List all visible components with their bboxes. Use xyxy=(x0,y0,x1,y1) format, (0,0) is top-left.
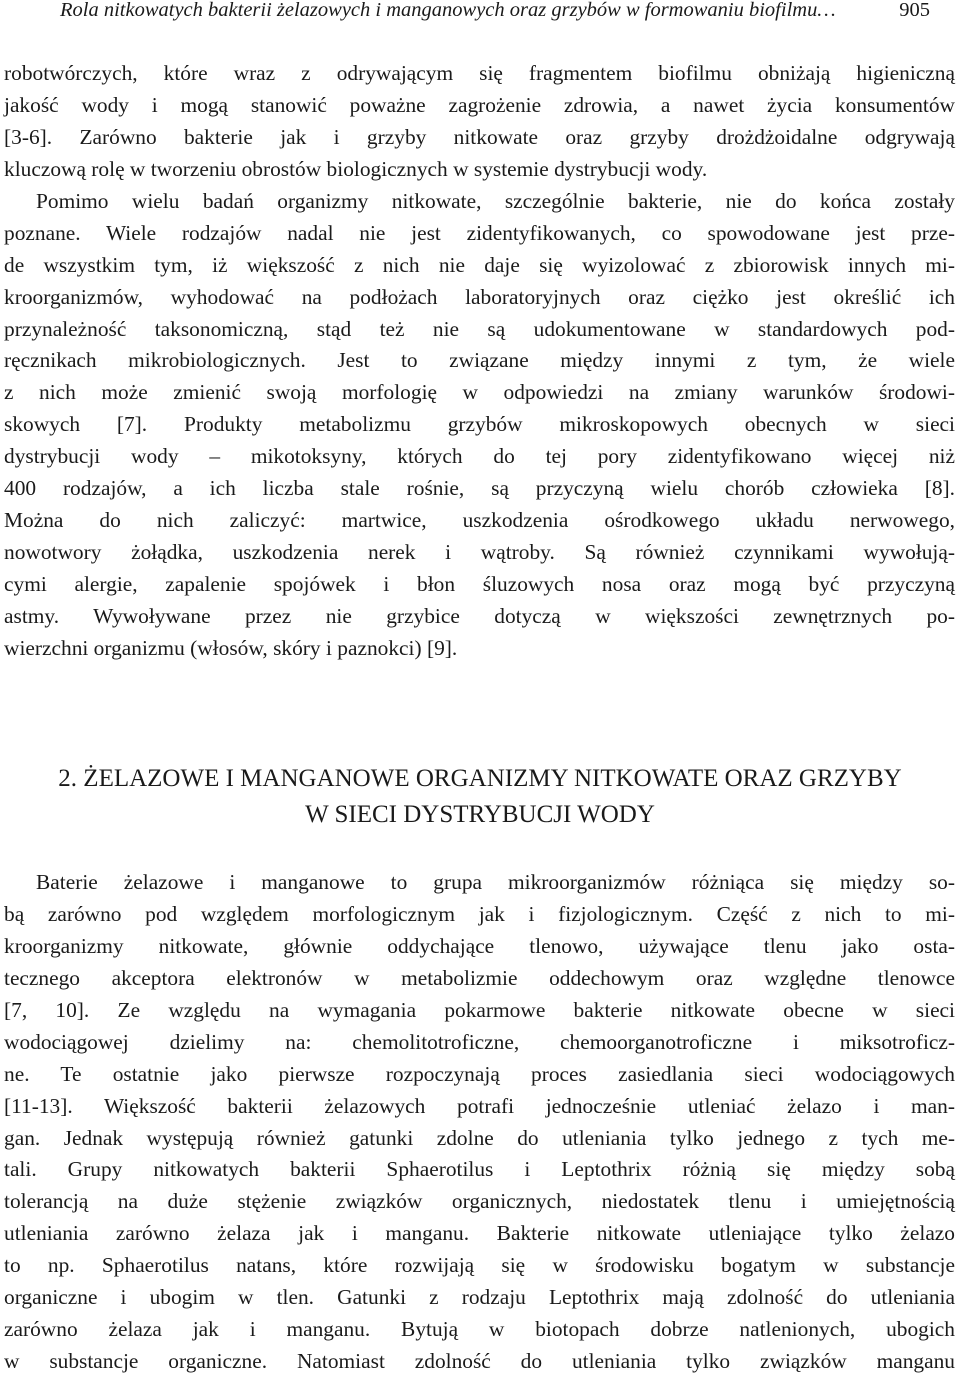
body-line: przynależność taksonomiczną, stąd też nie są udokumentowane w standardowych pod- xyxy=(4,316,955,341)
body-line: jakość wody i mogą stanowić poważne zagrożenie zdrowia, a nawet życia konsumentów xyxy=(4,92,955,117)
running-title: Rola nitkowatych bakterii żelazowych i manganowych oraz grzybów w formowaniu biofilmu… xyxy=(60,0,836,21)
body-line: z nich może zmienić swoją morfologię w odpowiedzi na zmiany warunków środowi- xyxy=(4,380,955,405)
body-line: dystrybucji wody – mikotoksyny, których do tej pory zidentyfikowano więcej niż xyxy=(4,444,955,469)
body-line: bą zarówno pod względem morfologicznym jak i fizjologicznym. Część z nich to mi- xyxy=(4,901,955,926)
body-line: nowotwory żołądka, uszkodzenia nerek i wątroby. Są również czynnikami wywołują- xyxy=(4,540,955,565)
body-line: tolerancją na duże stężenie związków organicznych, niedostatek tlenu i umiejętnością xyxy=(4,1189,955,1214)
section-heading-line: 2. ŻELAZOWE I MANGANOWE ORGANIZMY NITKOWATE ORAZ GRZYBY xyxy=(58,765,902,792)
body-line: skowych [7]. Produkty metabolizmu grzybów mikroskopowych obecnych w sieci xyxy=(4,412,955,437)
body-line: w substancje organiczne. Natomiast zdolność do utleniania tylko związków manganu xyxy=(4,1349,955,1374)
page-number: 905 xyxy=(899,0,930,21)
body-line: robotwórczych, które wraz z odrywającym się fragmentem biofilmu obniżają higieniczną xyxy=(4,61,955,85)
body-line: Baterie żelazowe i manganowe to grupa mikroorganizmów różniąca się między so- xyxy=(36,870,955,894)
body-line: gan. Jednak występują również gatunki zdolne do utleniania tylko jednego z tych me- xyxy=(4,1125,955,1150)
body-line: kroorganizmy nitkowate, głównie oddychające tlenowo, używające tlenu jako osta- xyxy=(4,933,955,958)
body-line: [3-6]. Zarówno bakterie jak i grzyby nitkowate oraz grzyby drożdżoidalne odgrywają xyxy=(4,124,955,149)
body-line: 400 rodzajów, a ich liczba stale rośnie, są przyczyną wielu chorób człowieka [8]. xyxy=(4,476,955,501)
body-line: wierzchni organizmu (włosów, skóry i paznokci) [9]. xyxy=(4,635,458,660)
body-line: [7, 10]. Ze względu na wymagania pokarmowe bakterie nitkowate obecne w sieci xyxy=(4,997,955,1022)
running-header xyxy=(60,0,930,31)
body-line: to np. Sphaerotilus natans, które rozwijają się w środowisku bogatym w substancje xyxy=(4,1253,955,1278)
body-line: Pomimo wielu badań organizmy nitkowate, szczególnie bakterie, nie do końca zostały xyxy=(36,188,955,213)
body-line: ręcznikach mikrobiologicznych. Jest to związane między innymi z tym, że wiele xyxy=(4,348,955,373)
body-line: cymi alergie, zapalenie spojówek i błon śluzowych nosa oraz mogą być przyczyną xyxy=(4,572,955,596)
body-line: astmy. Wywoływane przez nie grzybice dotyczą w większości zewnętrznych po- xyxy=(4,603,955,628)
body-line: tecznego akceptora elektronów w metabolizmie oddechowym oraz względne tlenowce xyxy=(4,965,955,990)
body-line: wodociągowej dzielimy na: chemolitotroficzne, chemoorganotroficzne i miksotroficz- xyxy=(4,1029,955,1054)
body-line: poznane. Wiele rodzajów nadal nie jest zidentyfikowanych, co spowodowane jest prze- xyxy=(4,220,955,245)
body-line: zarówno żelaza jak i manganu. Bytują w biotopach dobrze natlenionych, ubogich xyxy=(4,1317,955,1342)
body-line: [11-13]. Większość bakterii żelazowych potrafi jednocześnie utleniać żelazo i man- xyxy=(4,1093,955,1118)
body-line: ne. Te ostatnie jako pierwsze rozpoczynają proces zasiedlania sieci wodociągowych xyxy=(4,1061,955,1086)
body-line: de wszystkim tym, iż większość z nich nie daje się wyizolować z zbiorowisk innych mi- xyxy=(4,252,955,277)
body-line: Można do nich zaliczyć: martwice, uszkodzenia ośrodkowego układu nerwowego, xyxy=(4,508,955,533)
paragraph-block-section-2 xyxy=(4,867,955,1378)
body-line: organiczne i ubogim w tlen. Gatunki z rodzaju Leptothrix mają zdolność do utleniania xyxy=(4,1285,955,1310)
section-heading-line: W SIECI DYSTRYBUCJI WODY xyxy=(305,801,655,828)
section-heading xyxy=(0,761,960,833)
body-line: tali. Grupy nitkowatych bakterii Sphaerotilus i Leptothrix różnią się między sobą xyxy=(4,1157,955,1182)
body-line: kroorganizmów, wyhodować na podłożach laboratoryjnych oraz ciężko jest określić ich xyxy=(4,284,955,309)
paragraph-block-intro xyxy=(4,58,955,665)
body-line: kluczową rolę w tworzeniu obrostów biologicznych w systemie dystrybucji wody. xyxy=(4,156,708,181)
body-line: utleniania zarówno żelaza jak i manganu. Bakterie nitkowate utleniające tylko żelazo xyxy=(4,1221,955,1246)
